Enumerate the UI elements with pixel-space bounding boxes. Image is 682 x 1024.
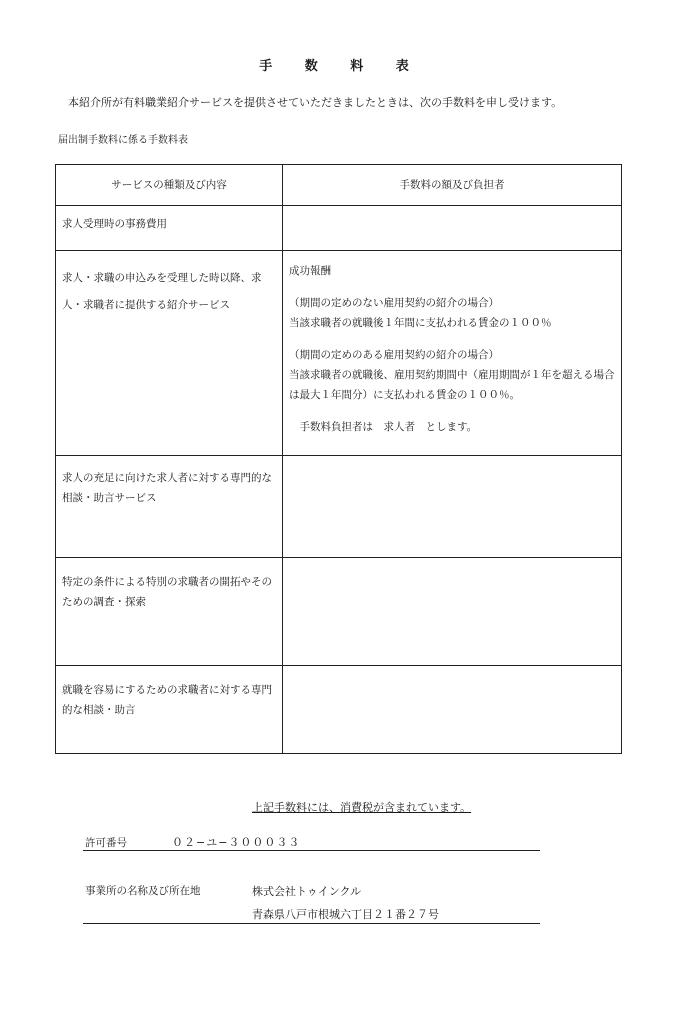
table-row bbox=[56, 251, 622, 456]
service-cell: 求人の充足に向けた求人者に対する専門的な相談・助言サービス bbox=[56, 456, 283, 558]
fee-case-title: （期間の定めのある雇用契約の紹介の場合） bbox=[289, 349, 499, 361]
fee-heading: 成功報酬 bbox=[289, 265, 331, 277]
license-underline bbox=[83, 850, 540, 851]
table-row bbox=[56, 666, 622, 754]
tax-note: 上記手数料には、消費税が含まれています。 bbox=[252, 801, 472, 814]
fee-cell bbox=[283, 666, 622, 754]
table-subtitle: 届出制手数料に係る手数料表 bbox=[58, 135, 188, 146]
fee-cell bbox=[283, 251, 622, 456]
service-cell: 就職を容易にするための求職者に対する専門的な相談・助言 bbox=[56, 666, 283, 754]
fee-case-title: （期間の定めのない雇用契約の紹介の場合） bbox=[289, 297, 499, 309]
office-underline bbox=[83, 923, 540, 924]
header-fee: 手数料の額及び負担者 bbox=[283, 165, 622, 206]
office-address: 青森県八戸市根城六丁目２１番２７号 bbox=[252, 908, 439, 921]
table-row bbox=[56, 456, 622, 558]
header-service: サービスの種類及び内容 bbox=[56, 165, 283, 206]
document-title: 手 数 料 表 bbox=[259, 59, 423, 74]
service-cell: 求人受理時の事務費用 bbox=[56, 206, 283, 251]
license-label: 許可番号 bbox=[85, 837, 127, 849]
table-row bbox=[56, 558, 622, 666]
intro-text: 本紹介所が有料職業紹介サービスを提供させていただきましたときは、次の手数料を申し受けます。 bbox=[68, 96, 563, 109]
service-cell: 求人・求職の申込みを受理した時以降、求人・求職者に提供する紹介サービス bbox=[56, 251, 283, 456]
fee-payer: 手数料負担者は 求人者 とします。 bbox=[289, 421, 478, 433]
office-name: 株式会社トゥインクル bbox=[252, 885, 362, 898]
license-number: ０２−ユ−３０００３３ bbox=[172, 836, 301, 849]
table-row bbox=[56, 206, 622, 251]
office-label: 事業所の名称及び所在地 bbox=[85, 885, 201, 897]
fee-case-text: 当該求職者の就職後、雇用契約期間中（雇用期間が１年を超える場合は最大１年間分）に支払われる賃金の１００％。 bbox=[289, 369, 615, 401]
service-cell: 特定の条件による特別の求職者の開拓やそのための調査・探索 bbox=[56, 558, 283, 666]
fee-cell bbox=[283, 558, 622, 666]
fee-cell bbox=[283, 206, 622, 251]
fee-table bbox=[55, 164, 622, 754]
fee-cell bbox=[283, 456, 622, 558]
fee-case-text: 当該求職者の就職後１年間に支払われる賃金の１００％ bbox=[289, 317, 552, 329]
